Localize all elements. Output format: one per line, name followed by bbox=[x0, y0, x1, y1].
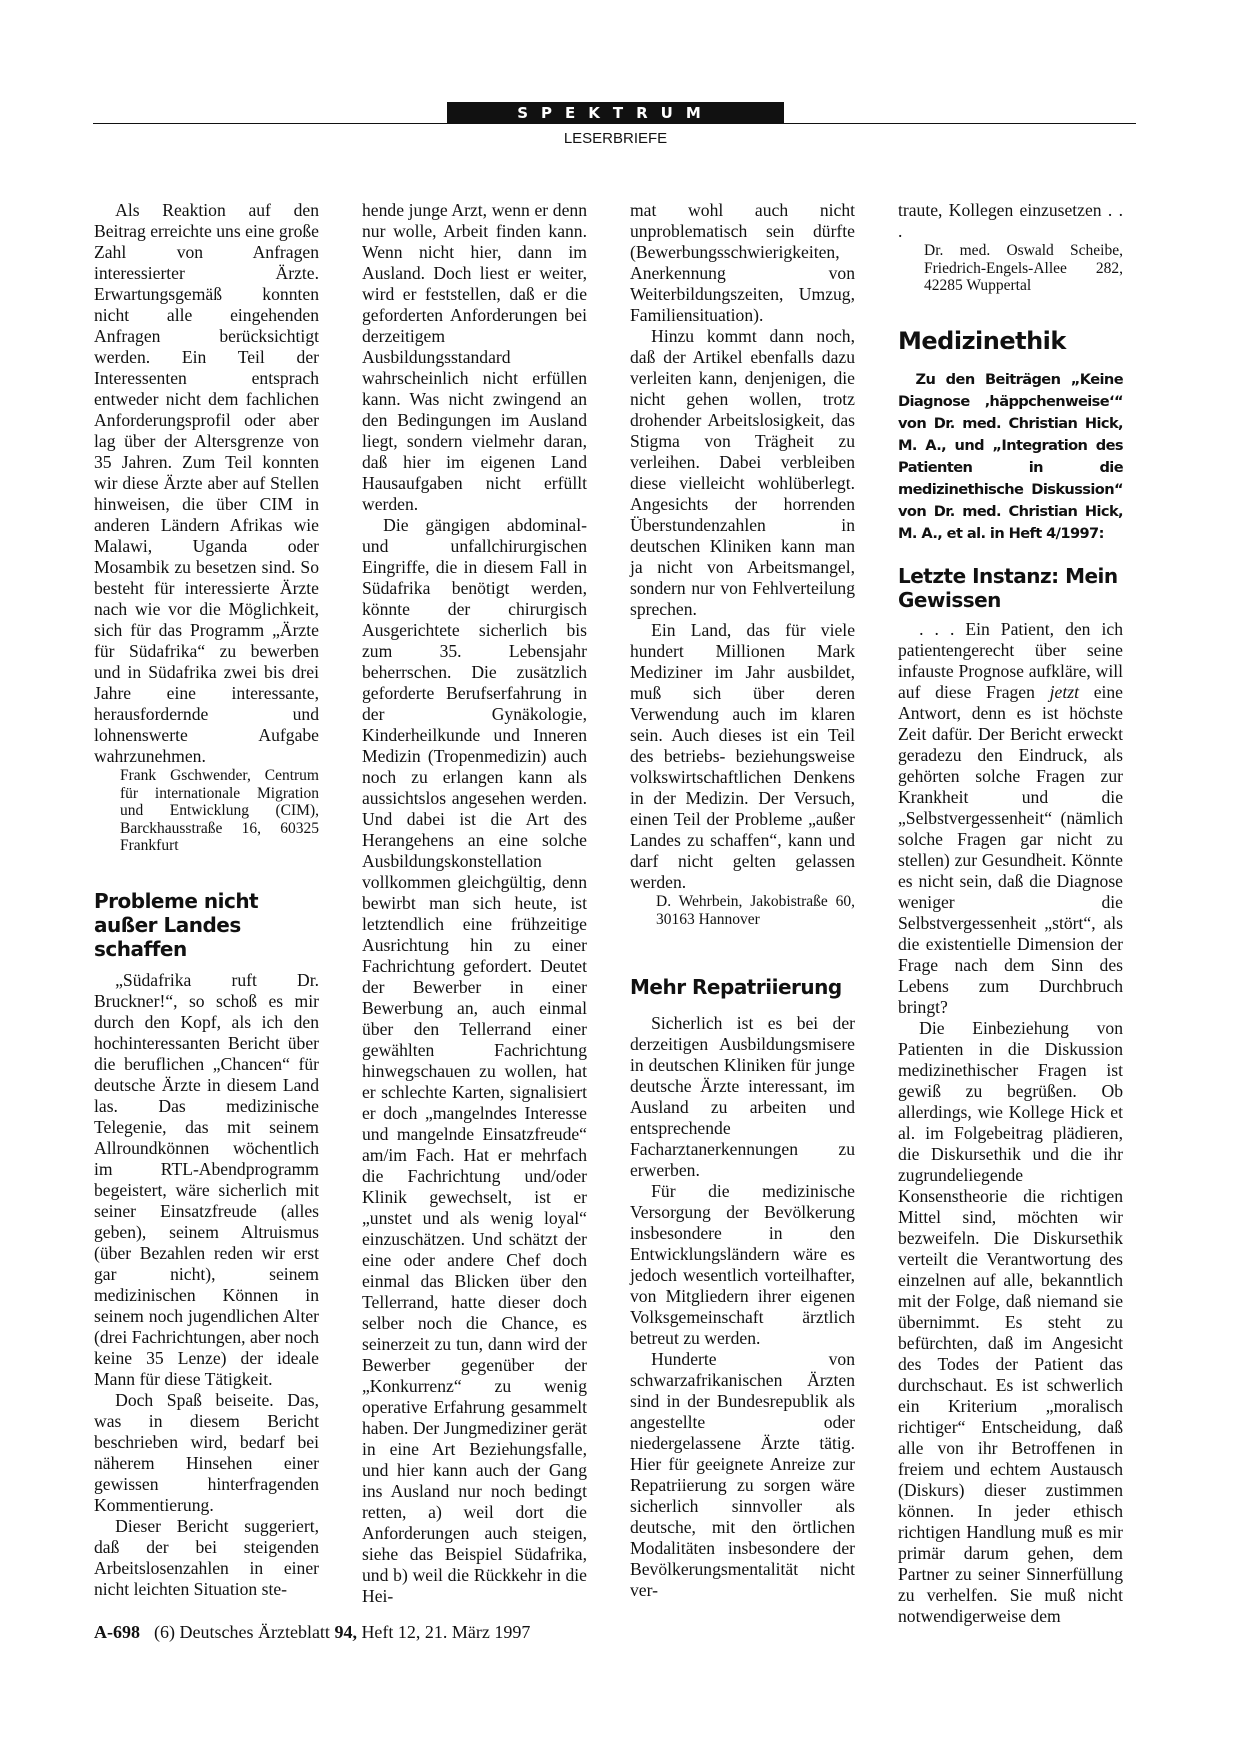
letter4-p1-emphasis: jetzt bbox=[1049, 681, 1079, 702]
letter4-paragraph-2: Die Einbeziehung von Patienten in die Diskussion medizinethischer Fragen ist gewiß zu begrüßen. Ob allerdings, wie Kollege Hick et al. im Folgebeitrag plädieren, die Diskursethik und die ihr zugrundeliegende Konsenstheorie die richtigen Mittel sind, möchten wir bezweifeln. Die Diskursethik verteilt die Verantwortung des einzelnen auf alle, bekanntlich mit der Folge, daß niemand sie übernimmt. Es steht zu befürchten, daß im Angesicht des Todes der Patient das durchschaut. Es ist schwerlich ein Kriterium „moralisch richtiger“ Entscheidung, daß alle von ihr Betroffenen in freiem und echtem Austausch (Diskurs) dieser zustimmen können. In jeder ethisch richtigen Handlung muß es mir primär darum gehen, dem Partner zu seiner Sinnerfüllung zu verhelfen. Sie muß nicht notwendigerweise dem bbox=[898, 1017, 1123, 1626]
column-1 bbox=[94, 200, 319, 1600]
letter4-paragraph-1 bbox=[898, 619, 1123, 1018]
letter3-paragraph-1: Sicherlich ist es bei der derzeitigen Ausbildungsmisere in deutschen Kliniken für junge deutsche Ärzte interessant, im Ausland zu arbeiten und entsprechende Facharztanerkennungen zu erwerben. bbox=[630, 1013, 855, 1180]
letter3-paragraph-2: Für die medizinische Versorgung der Bevölkerung insbesondere in den Entwicklungsländern wäre es jedoch wesentlich vorteilhafter, von Mitgliedern ihrer eigenen Volksgemeinschaft ärztlich betreut zu werden. bbox=[630, 1181, 855, 1348]
letter3-title: Mehr Repatriierung bbox=[630, 975, 842, 999]
letter3-paragraph-3-cont: traute, Kollegen einzusetzen . . . bbox=[898, 200, 1123, 241]
column-2 bbox=[362, 200, 587, 1607]
letter2-paragraph-4-cont: mat wohl auch nicht unproblematisch sein dürfte (Bewerbungsschwierigkeiten, Anerkennung von Weiterbildungszeiten, Umzug, Familiensituation). bbox=[630, 200, 855, 325]
letter2-paragraph-4: Die gängigen abdominal- und unfallchirurgischen Eingriffe, die in diesem Fall in Südafrika benötigt werden, könnte der chirurgisch Ausgerichtete sicherlich bis zum 35. Lebensjahr beherrschen. Die zusätzlich geforderte Berufserfahrung in der Gynäkologie, Kinderheilkunde und Inneren Medizin (Tropenmedizin) auch noch zu erlangen kann als aussichtslos angesehen werden. Und dabei ist die Art des Herangehens an eine solche Ausbildungskonstellation vollkommen gleichgültig, denn bewirbt man sich heute, ist letztendlich eine frühzeitige Ausrichtung hin zu einer Fachrichtung gefordert. Deutet der Bewerber in einer Bewerbung an, auch einmal über den Tellerrand einer gewählten Fachrichtung hinwegschauen zu wollen, hat er schlechte Karten, signalisiert er doch „mangelndes Interesse und mangelnde Einsatzfreude“ am/im Fach. Hat er mehrfach die Fachrichtung und/oder Klinik gewechselt, ist er „unstet und als wenig loyal“ einzuschätzen. Und schätzt der eine oder andere Chef doch einmal das Blicken über den Tellerrand, hatte dieser doch selber noch die Chance, es seinerzeit zu tun, dann wird der Bewerber gegenüber der „Konkurrenz“ zu wenig operative Erfahrung gesammelt haben. Der Jungmediziner gerät in eine Art Beziehungsfalle, und hier kann auch der Gang ins Ausland nur noch bedingt retten, a) weil dort die Anforderungen auch steigen, siehe das Beispiel Südafrika, und b) weil die Rückkehr in die Hei- bbox=[362, 515, 587, 1606]
letter1-paragraph: Als Reaktion auf den Beitrag erreichte uns eine große Zahl von Anfragen interessierter Ärzte. Erwartungsgemäß konnten nicht alle eingehenden Anfragen berücksichtigt werden. Ein Teil der Interessenten entsprach entweder nicht dem fachlichen Anforderungsprofil oder aber lag über der Altersgrenze von 35 Jahren. Zum Teil konnten wir diese Ärzte aber auf Stellen hinweisen, die über CIM in anderen Ländern Afrikas wie Malawi, Uganda oder Mosambik zu besetzen sind. So besteht für interessierte Ärzte nach wie vor die Möglichkeit, sich für das Programm „Ärzte für Südafrika“ zu bewerben und in Südafrika zwei bis drei Jahre eine interessante, herausfordernde und lohnenswerte Aufgabe wahrzunehmen. bbox=[94, 200, 319, 766]
letter2-signature: D. Wehrbein, Jakobistraße 60, 30163 Hannover bbox=[656, 893, 855, 928]
letter3-paragraph-3: Hunderte von schwarzafrikanischen Ärzten sind in der Bundesrepublik als angestellte oder niedergelassene Ärzte tätig. Hier für geeignete Anreize zur Repatriierung zu sorgen wäre sicherlich sinnvoller als deutsche, mit den örtlichen Modalitäten insbesondere der Bevölkerungsmentalität nicht ver- bbox=[630, 1349, 855, 1600]
letter3-signature: Dr. med. Oswald Scheibe, Friedrich-Engels-Allee 282, 42285 Wuppertal bbox=[924, 242, 1123, 294]
footer-issue-pre: (6) Deutsches Ärzteblatt bbox=[154, 1622, 335, 1642]
letter2-paragraph-6: Ein Land, das für viele hundert Millionen Mark Mediziner im Jahr ausbildet, muß sich über deren Verwendung auch im klaren sein. Auch dieses ist ein Teil des betriebs- beziehungsweise volkswirtschaftlichen Denkens in der Medizin. Der Versuch, einen Teil der Probleme „außer Landes zu schaffen“, kann und darf nicht gelten gelassen werden. bbox=[630, 620, 855, 892]
letter2-paragraph-3: Dieser Bericht suggeriert, daß der bei steigenden Arbeitslosenzahlen in einer nicht leichten Situation ste- bbox=[94, 1515, 319, 1599]
subsection-label: LESERBRIEFE bbox=[563, 130, 668, 147]
medizinethik-heading: Medizinethik bbox=[898, 326, 1066, 355]
letter1-signature: Frank Gschwender, Centrum für internationale Migration und Entwicklung (CIM), Barckhausstraße 16, 60325 Frankfurt bbox=[120, 767, 319, 854]
letter2-title: Probleme nicht außer Landes schaffen bbox=[94, 888, 259, 961]
section-banner: SPEKTRUM bbox=[447, 102, 784, 124]
letter4-title: Letzte Instanz: Mein Gewissen bbox=[898, 563, 1118, 612]
letter2-paragraph-3-cont: hende junge Arzt, wenn er denn nur wolle, Arbeit finden kann. Wenn nicht hier, dann im Ausland. Doch liest er weiter, wird er feststellen, daß er die geforderten Anforderungen bei derzeitigem Ausbildungsstandard wahrscheinlich nicht erfüllen kann. Was nicht zwingend an den Bedingungen im Ausland liegt, sondern vielmehr daran, daß hier im eigenen Land Hausaufgaben nicht erfüllt werden. bbox=[362, 200, 587, 514]
letter2-paragraph-1: „Südafrika ruft Dr. Bruckner!“, so schoß es mir durch den Kopf, als ich den hochinteressanten Bericht über die beruflichen „Chancen“ für deutsche Ärzte in diesem Land las. Das medizinische Telegenie, das mit seinem Allroundkönnen wöchentlich im RTL-Abendprogramm begeistert, wäre sicherlich mit seiner Einsatzfreude (alles geben), seinem Altruismus (über Bezahlen reden wir erst gar nicht), seinem medizinischen Können in seinem noch jugendlichen Alter (drei Fachrichtungen, aber noch keine 35 Lenze) der ideale Mann für diese Tätigkeit. bbox=[94, 969, 319, 1389]
letter4-p1-text-a: . . . Ein Patient, den ich patientengerecht über seine infauste Prognose aufkläre, will auf diese Fragen bbox=[898, 618, 1123, 702]
medizinethik-intro: Zu den Beiträgen „Keine Diagnose ‚häppchenweise‘“ von Dr. med. Christian Hick, M. A., und „Integration des Patienten in die medizinethische Diskussion“ von Dr. med. Christian Hick, M. A., et al. in Heft 4/1997: bbox=[898, 370, 1123, 542]
page-code: A-698 bbox=[94, 1622, 140, 1642]
letter2-paragraph-5: Hinzu kommt dann noch, daß der Artikel ebenfalls dazu verleiten kann, denjenigen, die nicht gehen wollen, trotz drohender Arbeitslosigkeit, das Stigma von Trägheit zu verleihen. Dabei verbleiben diese vielleicht wohlüberlegt. Angesichts der horrenden Überstundenzahlen in deutschen Kliniken kann man ja nicht von Arbeitsmangel, sondern nur von Fehlverteilung sprechen. bbox=[630, 326, 855, 619]
column-4 bbox=[898, 200, 1123, 1627]
footer-issue-post: Heft 12, 21. März 1997 bbox=[356, 1622, 531, 1642]
letter4-p1-text-b: eine Antwort, denn es ist höchste Zeit dafür. Der Bericht erweckt geradezu den Eindruck, als gehörten solche Fragen zur Krankheit und die „Selbstvergessenheit“ (nämlich solche Fragen gar nicht zu stellen) zur Gesundheit. Könnte es nicht sein, daß die Diagnose weniger die Selbstvergessenheit „stört“, als die existentielle Dimension der Frage nach dem Sinn des Lebens zum Durchbruch bringt? bbox=[898, 681, 1123, 1017]
page-footer bbox=[94, 1622, 530, 1643]
column-3 bbox=[630, 200, 855, 1601]
footer-volume: 94, bbox=[334, 1622, 357, 1642]
letter2-paragraph-2: Doch Spaß beiseite. Das, was in diesem Bericht beschrieben wird, bedarf bei näherem Hinsehen einer gewissen hinterfragenden Kommentierung. bbox=[94, 1389, 319, 1515]
